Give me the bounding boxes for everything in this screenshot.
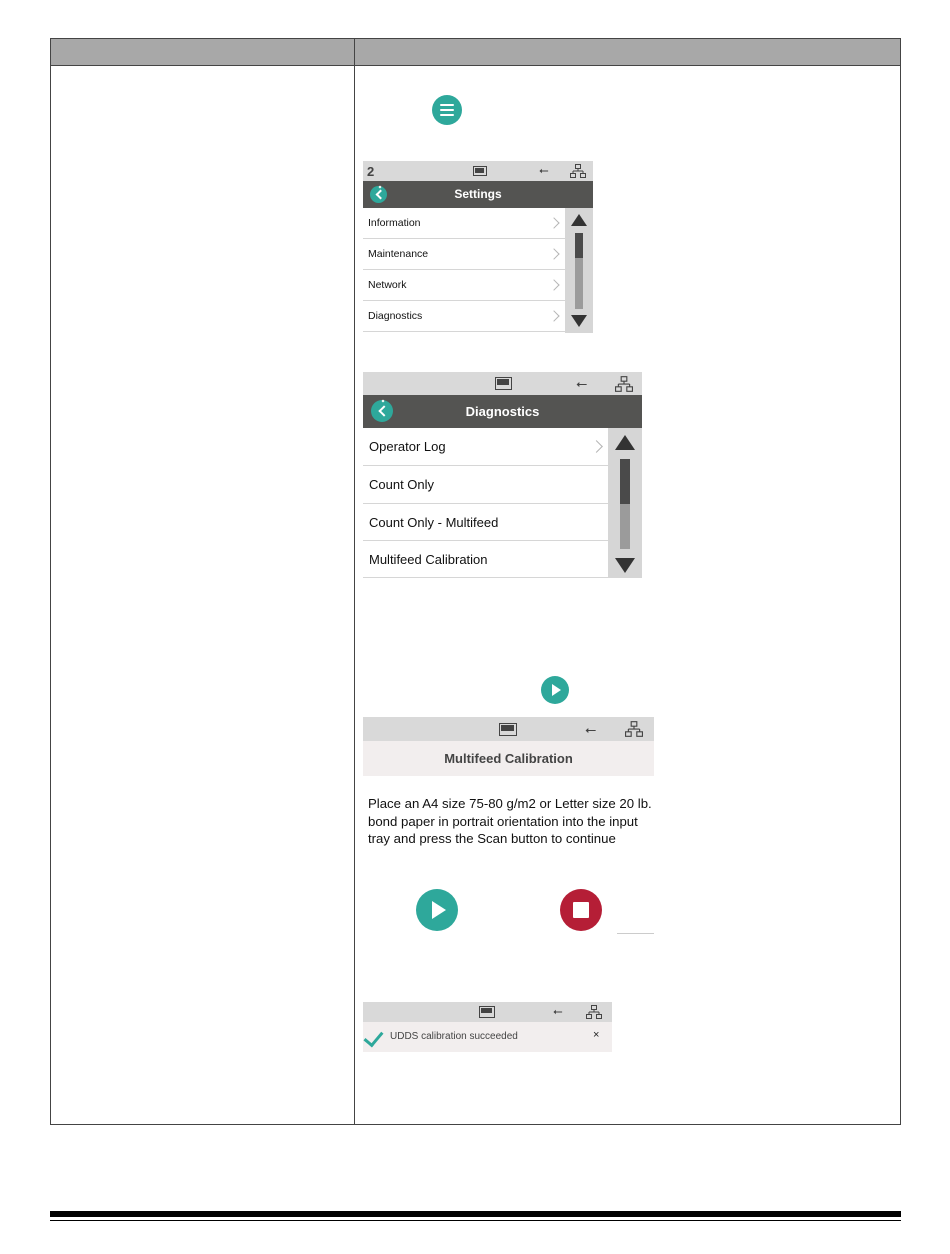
network-icon: [625, 721, 643, 737]
menu-item-multifeed-calibration[interactable]: [363, 541, 608, 578]
calibration-instructions: Place an A4 size 75-80 g/m2 or Letter size 20 lb. bond paper in portrait orientation into the input tray and press the Scan button to continue: [368, 796, 652, 846]
paper-icon: [479, 1006, 495, 1018]
notification-status-bar: [363, 1002, 612, 1022]
chevron-right-icon: [548, 248, 559, 259]
menu-item-network[interactable]: [363, 270, 565, 301]
check-icon: [364, 1027, 384, 1048]
table-header-row: [51, 39, 900, 66]
diagnostics-scrollbar[interactable]: [608, 428, 642, 578]
menu-icon[interactable]: [432, 95, 462, 125]
column-divider: [354, 39, 355, 1124]
menu-item-label: Count Only - Multifeed: [369, 515, 499, 530]
diagnostics-title-bar: [363, 395, 642, 428]
divider: [617, 933, 654, 934]
menu-item-label: Maintenance: [368, 248, 429, 260]
stop-button[interactable]: [560, 889, 602, 931]
scroll-thumb[interactable]: [575, 233, 583, 258]
scroll-up-icon[interactable]: [615, 435, 635, 450]
page-title: Diagnostics: [465, 404, 540, 419]
footer-rule: [50, 1211, 901, 1217]
stop-icon: [573, 902, 589, 918]
paper-icon: [499, 723, 517, 736]
menu-item-label: Information: [368, 217, 421, 229]
diagnostics-status-bar: [363, 372, 642, 395]
network-icon: [570, 164, 586, 178]
usb-icon: ⭠: [553, 1004, 563, 1018]
calibration-title-bar: [363, 741, 654, 776]
chevron-right-icon: [590, 440, 603, 453]
menu-item-diagnostics[interactable]: [363, 301, 565, 332]
settings-status-bar: [363, 161, 593, 181]
menu-item-information[interactable]: [363, 208, 565, 239]
footer-rule-thin: [50, 1220, 901, 1221]
back-arrow-icon[interactable]: [371, 400, 393, 422]
status-counter: 2: [367, 164, 375, 179]
back-arrow-icon[interactable]: [370, 186, 387, 203]
start-button[interactable]: [416, 889, 458, 931]
diagnostics-menu-list: [363, 428, 608, 578]
menu-item-maintenance[interactable]: [363, 239, 565, 270]
menu-item-label: Count Only: [369, 477, 435, 492]
scroll-thumb[interactable]: [620, 459, 630, 504]
scroll-up-icon[interactable]: [571, 214, 587, 226]
network-icon: [586, 1005, 602, 1019]
menu-item-label: Operator Log: [369, 439, 446, 454]
network-icon: [615, 376, 633, 392]
play-icon: [432, 901, 446, 919]
paper-icon: [495, 377, 512, 390]
scroll-down-icon[interactable]: [615, 558, 635, 573]
menu-item-operator-log[interactable]: [363, 428, 608, 466]
notification-banner: [363, 1022, 612, 1052]
settings-title-bar: [363, 181, 593, 208]
settings-menu-list: [363, 208, 565, 333]
menu-item-label: Network: [368, 279, 407, 291]
notification-text: UDDS calibration succeeded: [390, 1031, 518, 1042]
usb-icon: ⭠: [585, 721, 597, 737]
chevron-right-icon: [548, 217, 559, 228]
chevron-right-icon: [548, 310, 559, 321]
usb-icon: ⭠: [539, 163, 549, 177]
menu-item-label: Multifeed Calibration: [369, 552, 488, 567]
settings-scrollbar[interactable]: [565, 208, 593, 333]
scroll-down-icon[interactable]: [571, 315, 587, 327]
menu-item-count-only-multifeed[interactable]: [363, 504, 608, 541]
page-title: Multifeed Calibration: [444, 751, 573, 766]
usb-icon: ⭠: [576, 375, 588, 391]
menu-item-count-only[interactable]: [363, 466, 608, 504]
page-title: Settings: [454, 187, 502, 201]
chevron-right-icon: [548, 279, 559, 290]
calibration-status-bar: [363, 717, 654, 741]
menu-item-label: Diagnostics: [368, 310, 423, 322]
close-icon[interactable]: ×: [593, 1029, 600, 1041]
play-icon: [541, 676, 569, 704]
paper-icon: [473, 166, 487, 176]
